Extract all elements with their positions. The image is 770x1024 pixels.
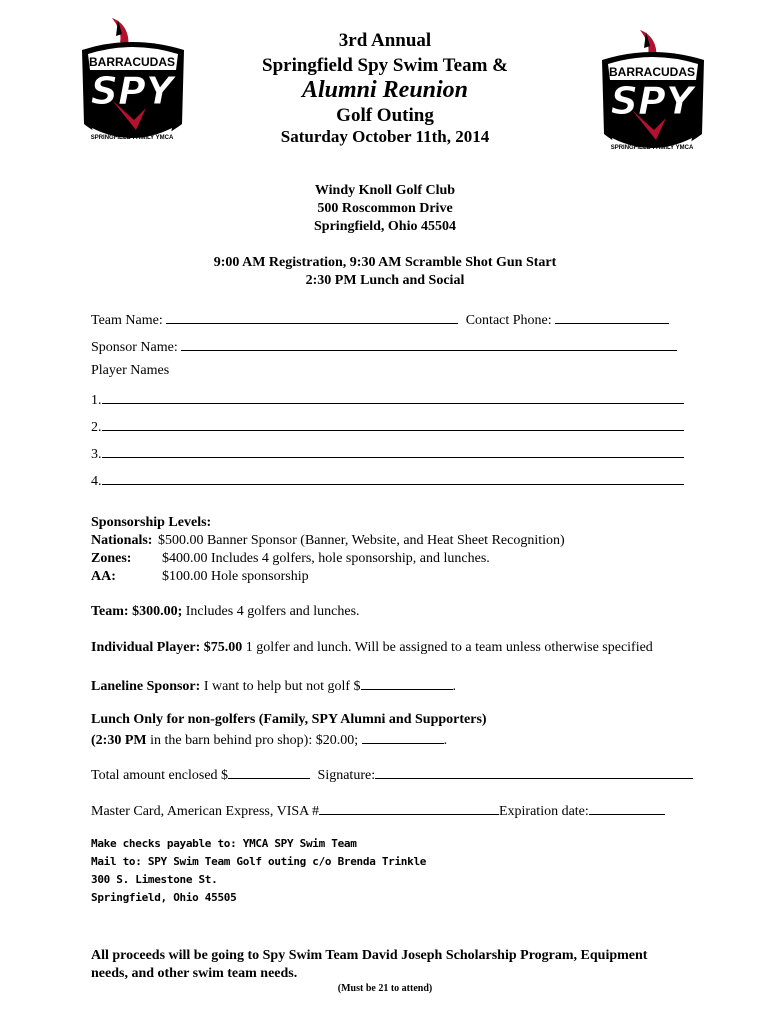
proceeds-line-1: All proceeds will be going to Spy Swim Team David Joseph Scholarship Program, Equipment <box>91 948 648 963</box>
player-row-4 <box>91 470 684 491</box>
title-line-1: 3rd Annual <box>338 30 432 51</box>
lunch-amount-field[interactable] <box>362 729 444 744</box>
venue-name: Windy Knoll Golf Club <box>314 183 456 198</box>
individual-option <box>91 639 751 657</box>
title-line-3: Alumni Reunion <box>301 77 469 103</box>
proceeds-line-2: needs, and other swim team needs. <box>91 966 298 981</box>
player-number: 2. <box>91 420 102 435</box>
signature-field[interactable] <box>375 764 693 779</box>
laneline-option <box>91 675 456 696</box>
schedule-line-2: 2:30 PM Lunch and Social <box>305 273 465 288</box>
player-number: 4. <box>91 474 102 489</box>
expiration-field[interactable] <box>589 800 665 815</box>
card-number-field[interactable] <box>319 800 499 815</box>
level-sep: : <box>147 533 153 548</box>
lunch-time: (2:30 PM <box>91 733 147 748</box>
svg-text:BARRACUDAS: BARRACUDAS <box>89 55 175 69</box>
team-option-desc: Includes 4 golfers and lunches. <box>182 604 360 619</box>
individual-option-desc: 1 golfer and lunch. Will be assigned to a team unless otherwise specified <box>242 640 653 655</box>
mail-city: Springfield, Ohio 45505 <box>91 891 237 904</box>
lunch-desc: in the barn behind pro shop): $20.00; <box>146 733 362 748</box>
player-2-field[interactable] <box>102 416 684 431</box>
checks-payable: Make checks payable to: YMCA SPY Swim Team <box>91 837 357 850</box>
level-name: Zones: <box>91 551 132 566</box>
laneline-desc: I want to help but not golf $ <box>200 679 361 694</box>
individual-option-label: Individual Player: $75.00 <box>91 640 243 655</box>
period: . <box>443 733 448 748</box>
venue-street: 500 Roscommon Drive <box>317 201 453 216</box>
team-name-row <box>91 309 669 330</box>
schedule-line-1: 9:00 AM Registration, 9:30 AM Scramble Shot Gun Start <box>213 255 557 270</box>
card-row <box>91 800 665 821</box>
team-name-field[interactable] <box>166 309 458 324</box>
player-row-1 <box>91 389 684 410</box>
card-label: Master Card, American Express, VISA # <box>91 804 319 819</box>
level-zones <box>91 550 731 568</box>
svg-text:SPY: SPY <box>90 69 174 113</box>
player-3-field[interactable] <box>102 443 684 458</box>
total-row <box>91 764 693 785</box>
lunch-heading: Lunch Only for non-golfers (Family, SPY Alumni and Supporters) <box>91 712 487 727</box>
contact-phone-field[interactable] <box>555 309 669 324</box>
level-desc: $400.00 Includes 4 golfers, hole sponsorship, and lunches. <box>162 551 490 566</box>
level-aa <box>91 568 731 586</box>
player-1-field[interactable] <box>102 389 684 404</box>
lunch-row <box>91 729 447 750</box>
svg-text:SPRINGFIELD FAMILY YMCA: SPRINGFIELD FAMILY YMCA <box>90 135 174 141</box>
signature-label: Signature: <box>317 768 376 783</box>
mail-street: 300 S. Limestone St. <box>91 873 218 886</box>
level-desc: $500.00 Banner Sponsor (Banner, Website, and Heat Sheet Recognition) <box>157 533 565 548</box>
player-row-2 <box>91 416 684 437</box>
laneline-label: Laneline Sponsor: <box>91 679 201 694</box>
period: . <box>452 679 457 694</box>
laneline-amount-field[interactable] <box>361 675 453 690</box>
venue-city: Springfield, Ohio 45504 <box>314 219 456 234</box>
sponsor-name-label: Sponsor Name: <box>91 340 178 355</box>
level-desc: $100.00 Hole sponsorship <box>162 569 309 584</box>
player-4-field[interactable] <box>102 470 684 485</box>
mail-to: Mail to: SPY Swim Team Golf outing c/o Brenda Trinkle <box>91 855 427 868</box>
sponsorship-heading: Sponsorship Levels: <box>91 515 212 530</box>
svg-text:SPY: SPY <box>610 79 694 123</box>
event-date: Saturday October 11th, 2014 <box>280 127 490 146</box>
level-name: Nationals <box>91 533 148 548</box>
level-nationals <box>91 532 731 550</box>
total-amount-field[interactable] <box>228 764 310 779</box>
player-number: 3. <box>91 447 102 462</box>
svg-text:BARRACUDAS: BARRACUDAS <box>609 65 695 79</box>
team-name-label: Team Name: <box>91 313 163 328</box>
sponsor-name-field[interactable] <box>181 336 677 351</box>
title-line-4: Golf Outing <box>336 105 434 126</box>
contact-phone-label: Contact Phone: <box>465 313 552 328</box>
team-option <box>91 603 360 621</box>
team-option-label: Team: $300.00; <box>91 604 183 619</box>
total-label: Total amount enclosed $ <box>91 768 229 783</box>
player-row-3 <box>91 443 684 464</box>
player-names-label: Player Names <box>91 363 170 378</box>
svg-text:SPRINGFIELD FAMILY YMCA: SPRINGFIELD FAMILY YMCA <box>610 145 694 151</box>
sponsor-name-row <box>91 336 677 357</box>
player-number: 1. <box>91 393 102 408</box>
age-note: (Must be 21 to attend) <box>337 983 433 994</box>
expiration-label: Expiration date: <box>498 804 589 819</box>
level-name: AA: <box>91 569 116 584</box>
title-line-2: Springfield Spy Swim Team & <box>262 55 508 76</box>
